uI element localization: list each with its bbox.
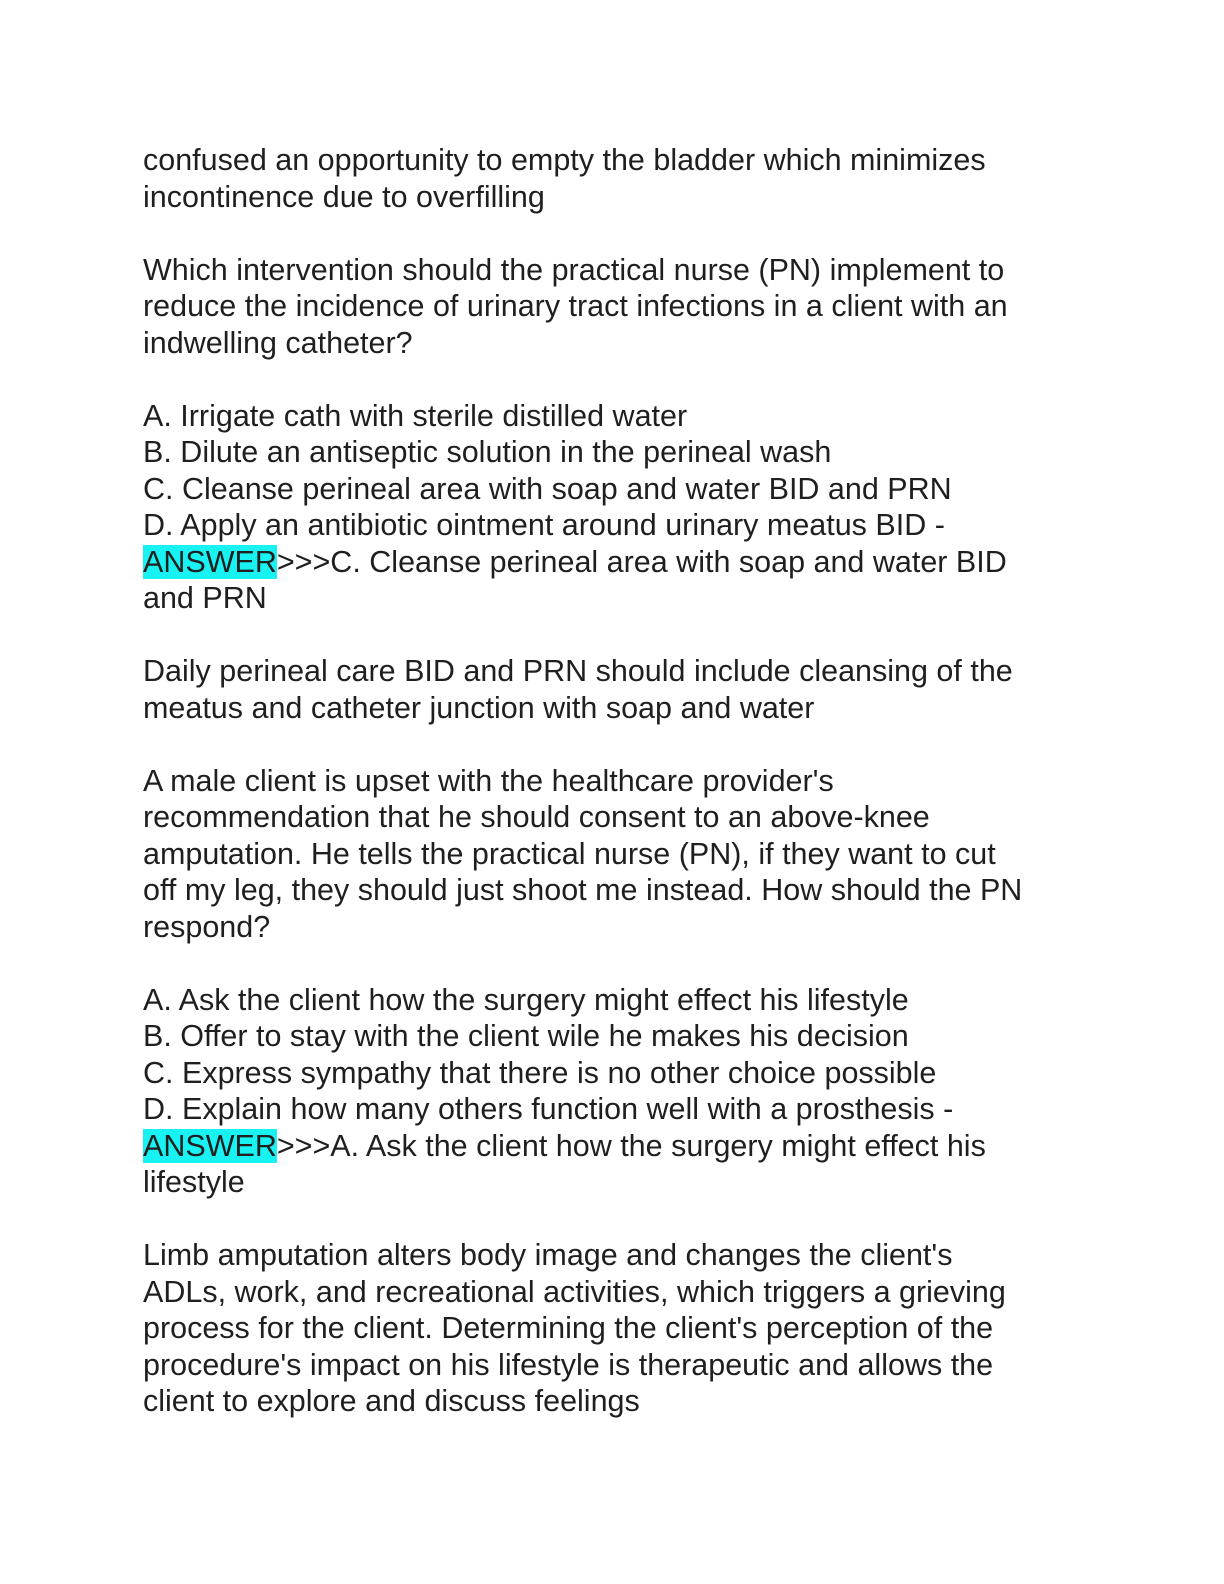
answer-line	[143, 1128, 1083, 1165]
rationale-line: meatus and catheter junction with soap and water	[143, 690, 815, 725]
answer-label-highlight: ANSWER	[143, 1128, 277, 1163]
question-2	[143, 763, 1083, 946]
answer-label-highlight: ANSWER	[143, 544, 277, 579]
paragraph-gap	[143, 945, 1083, 982]
answer-text: >>>A. Ask the client how the surgery might effect his	[276, 1128, 986, 1163]
paragraph-gap	[143, 1201, 1083, 1238]
option-b: B. Dilute an antiseptic solution in the perineal wash	[143, 435, 832, 469]
rationale-2	[143, 1237, 1083, 1420]
document-body	[143, 142, 1083, 1420]
paragraph-gap	[143, 726, 1083, 763]
question-line: indwelling catheter?	[143, 325, 413, 360]
option-a: A. Irrigate cath with sterile distilled water	[143, 398, 688, 433]
answer-text: >>>C. Cleanse perineal area with soap and water BID	[276, 544, 1007, 579]
option-d: D. Apply an antibiotic ointment around urinary meatus BID -	[143, 508, 945, 542]
question-1-options	[143, 398, 1083, 617]
answer-text-continued: and PRN	[143, 581, 267, 615]
rationale-line: process for the client. Determining the client's perception of the	[143, 1311, 994, 1345]
question-line: A male client is upset with the healthcare provider's	[143, 763, 834, 798]
question-line: recommendation that he should consent to an above-knee	[143, 800, 930, 834]
rationale-line: Daily perineal care BID and PRN should include cleansing of the	[143, 654, 1013, 688]
option-c: C. Cleanse perineal area with soap and water BID and PRN	[143, 471, 952, 506]
question-line: amputation. He tells the practical nurse (PN), if they want to cut	[143, 836, 996, 871]
rationale-line: ADLs, work, and recreational activities, which triggers a grieving	[143, 1274, 1006, 1309]
paragraph-gap	[143, 215, 1083, 252]
question-1	[143, 252, 1083, 362]
rationale-line: procedure's impact on his lifestyle is therapeutic and allows the	[143, 1347, 994, 1382]
answer-text-continued: lifestyle	[143, 1165, 245, 1199]
question-line: reduce the incidence of urinary tract infections in a client with an	[143, 289, 1008, 323]
paragraph-continuation	[143, 142, 1083, 215]
question-line: Which intervention should the practical nurse (PN) implement to	[143, 252, 1005, 287]
option-d: D. Explain how many others function well with a prosthesis -	[143, 1092, 954, 1126]
question-line: respond?	[143, 909, 271, 944]
question-2-options	[143, 982, 1083, 1201]
question-line: off my leg, they should just shoot me instead. How should the PN	[143, 873, 1023, 907]
option-c: C. Express sympathy that there is no other choice possible	[143, 1055, 937, 1090]
rationale-line: client to explore and discuss feelings	[143, 1384, 640, 1418]
paragraph-gap	[143, 361, 1083, 398]
rationale-1	[143, 653, 1083, 726]
paragraph-gap	[143, 617, 1083, 654]
text-line: incontinence due to overfilling	[143, 179, 545, 214]
rationale-line: Limb amputation alters body image and changes the client's	[143, 1238, 953, 1272]
text-line: confused an opportunity to empty the bladder which minimizes	[143, 143, 986, 177]
option-a: A. Ask the client how the surgery might effect his lifestyle	[143, 982, 909, 1017]
option-b: B. Offer to stay with the client wile he makes his decision	[143, 1019, 909, 1053]
answer-line	[143, 544, 1083, 581]
